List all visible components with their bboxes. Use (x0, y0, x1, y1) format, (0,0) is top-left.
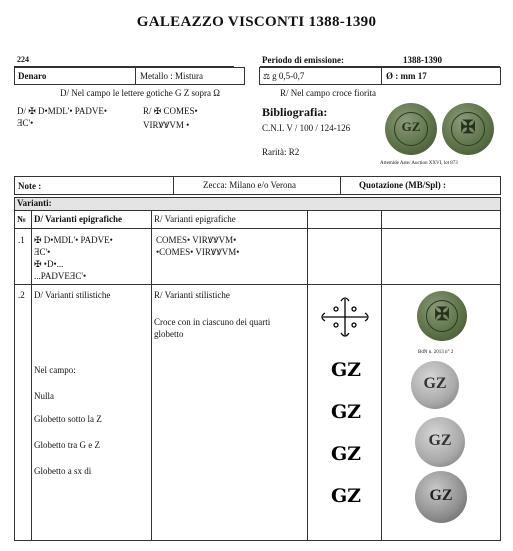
row2-r-title: R/ Varianti stilistiche (154, 290, 230, 300)
period-label: Periodo di emissione: (262, 55, 344, 65)
gz-glyph-icon: GZ (330, 443, 362, 465)
row2-coin-image (417, 291, 467, 341)
denomination-box (14, 67, 245, 85)
field-variant: Nulla (34, 391, 54, 401)
photo-credit: Artemide Aste/ Auction XXVI, lot 873 (380, 161, 458, 166)
row1-num: .1 (18, 235, 25, 245)
bibliography-ref: C.N.I. V / 100 / 124-126 (262, 123, 351, 133)
field-variant-coin-image: GZ (411, 361, 459, 409)
variants-label: Varianti: (17, 198, 52, 208)
field-variant: Globetto sotto la Z (34, 414, 102, 424)
field-variant-coin-image: GZ (415, 417, 465, 467)
row1-d-legend: ...PADVEƎC'• (34, 271, 87, 281)
col-r-epigraphic-header: R/ Varianti epigrafiche (154, 214, 236, 224)
variants-header (15, 198, 500, 211)
note-row (14, 176, 501, 195)
diameter-label: Ø : mm 17 (386, 71, 427, 81)
row1-d-legend: ✠ D•MDL'• PADVE• (34, 235, 113, 245)
row2-coin-credit: BdN n. 2013 n° 2 (418, 350, 454, 355)
gz-glyph-icon: GZ (330, 485, 362, 507)
bibliography-title: Bibliografia: (262, 105, 328, 119)
weight-icon: ⚖ (263, 72, 273, 81)
denomination: Denaro (18, 71, 47, 81)
quotation-label: Quotazione (MB/Spl) : (359, 180, 446, 190)
row1-d-legend: ƎC'• (34, 247, 51, 257)
legend-d-line2: ƎC'• (17, 118, 34, 128)
catalog-number: 224 (17, 55, 29, 64)
rarity: Rarità: R2 (262, 147, 300, 157)
row1-d-legend: ✠ •D•... (34, 259, 64, 269)
field-variant: Globetto a sx di (34, 466, 92, 476)
weight-label: ⚖ g 0,5-0,7 (263, 71, 305, 81)
mint-label: Zecca: Milano e/o Verona (203, 180, 297, 190)
period-value: 1388-1390 (403, 55, 442, 65)
measure-box (259, 67, 501, 85)
legend-r-line1: R/ ✠ COMES• (143, 106, 198, 116)
row1-r-legend: •COMES• VIRꝞꝞVM• (156, 247, 240, 257)
cross-icon: ✠ (434, 304, 450, 324)
flowered-cross-icon (317, 295, 373, 339)
row1-r-legend: COMES• VIRꝞꝞVM• (156, 235, 237, 245)
gz-glyph-icon: GZ (330, 401, 362, 423)
row1-d-legends (34, 234, 113, 282)
reverse-field: R/ Nel campo croce fiorita (280, 88, 376, 98)
gz-glyph-icon: GZ (330, 359, 362, 381)
field-variant-coin-image: GZ (415, 471, 467, 523)
row2-r-description: Croce con in ciascuno dei quarti globetto (154, 317, 271, 339)
row2-num: .2 (18, 290, 25, 300)
field-label: Nel campo: (34, 365, 76, 375)
note-label: Note : (18, 181, 42, 191)
field-variant: Globetto tra G e Z (34, 440, 100, 450)
row1-r-legends (156, 234, 239, 258)
page-title: GALEAZZO VISCONTI 1388-1390 (136, 14, 377, 30)
coin-reverse-image (442, 103, 494, 155)
col-d-epigraphic-header: D/ Varianti epigrafiche (34, 214, 122, 224)
row2-d-title: D/ Varianti stilistiche (34, 290, 111, 300)
col-num-header: № (17, 214, 27, 224)
cross-icon: ✠ (460, 117, 476, 137)
metal-label: Metallo : Mistura (140, 71, 203, 81)
obverse-field: D/ Nel campo le lettere gotiche G Z sopra Ω (60, 88, 220, 98)
legend-d-line1: D/ ✠ D•MDL'• PADVE• (17, 106, 108, 116)
coin-obverse-image (385, 103, 437, 155)
variants-table (14, 197, 501, 541)
coin-obverse-letters: GZ (401, 119, 421, 134)
legend-r-line2: VIRꝞꝞVM • (143, 120, 190, 130)
